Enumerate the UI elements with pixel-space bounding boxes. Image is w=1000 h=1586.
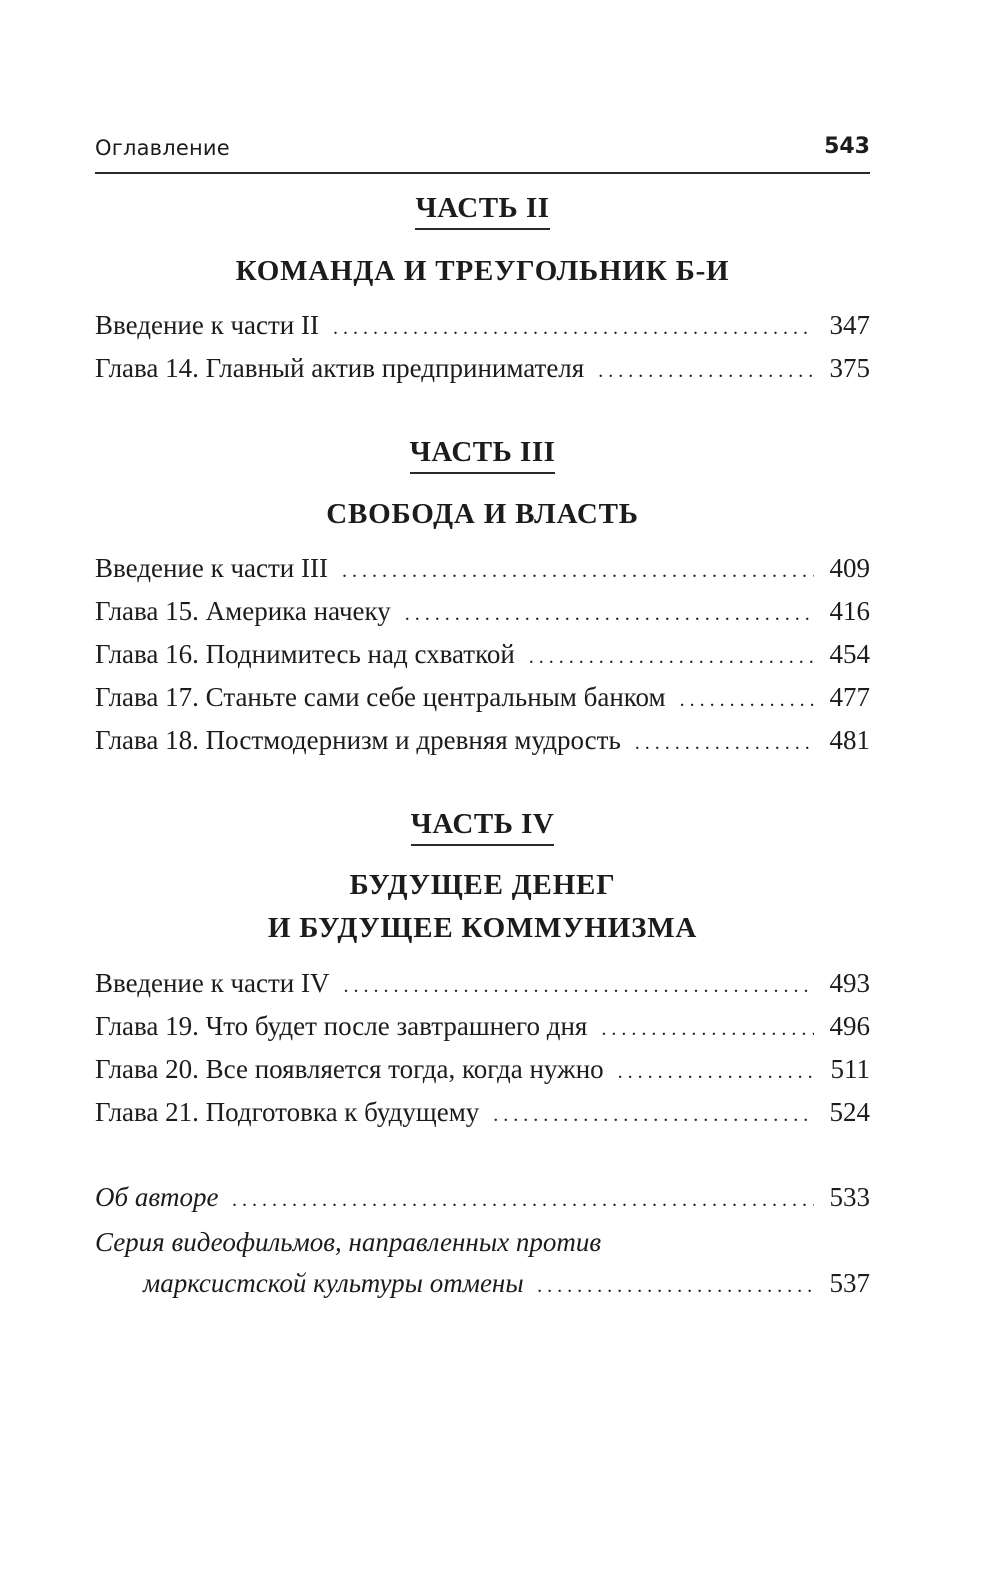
toc-page (95, 0, 875, 1586)
toc-entry[interactable] (95, 725, 870, 765)
leader-dots (529, 646, 814, 669)
entry-page: 409 (829, 553, 870, 583)
leader-dots (493, 1104, 814, 1127)
part-title-line: И БУДУЩЕЕ КОММУНИЗМА (267, 912, 698, 944)
part-title-line: БУДУЩЕЕ ДЕНЕГ (349, 869, 616, 901)
leader-dots (618, 1061, 814, 1084)
entry-label: Глава 21. Подготовка к будущему (95, 1097, 480, 1127)
entry-page: 524 (829, 1097, 870, 1127)
entry-page: 416 (829, 596, 870, 626)
entry-label: Введение к части II (95, 310, 319, 340)
entry-label: Введение к части IV (95, 968, 330, 998)
entry-label: Глава 16. Поднимитесь над схваткой (95, 639, 515, 669)
part-label: ЧАСТЬ III (410, 436, 556, 474)
part-label: ЧАСТЬ IV (411, 808, 555, 846)
toc-entry[interactable] (95, 1011, 870, 1051)
toc-entry[interactable] (95, 1097, 870, 1137)
leader-dots (601, 1018, 814, 1041)
entry-label: Глава 20. Все появляется тогда, когда нужно (95, 1054, 604, 1084)
toc-entry[interactable] (95, 639, 870, 679)
toc-entry-about-author[interactable] (95, 1182, 870, 1222)
leader-dots (405, 603, 814, 626)
running-title: Оглавление (95, 136, 230, 160)
entry-page: 493 (829, 968, 870, 998)
entry-page: 511 (830, 1054, 870, 1084)
leader-dots (635, 732, 814, 755)
part-heading-3 (95, 436, 870, 474)
leader-dots (680, 689, 814, 712)
part-title (95, 493, 870, 536)
toc-entry[interactable] (95, 553, 870, 593)
toc-entry[interactable] (95, 353, 870, 393)
entry-label-line1[interactable]: Серия видеофильмов, направленных против (95, 1227, 602, 1257)
entry-page: 533 (829, 1182, 870, 1212)
entry-label: Об авторе (95, 1182, 219, 1212)
entry-page: 481 (829, 725, 870, 755)
entry-label-line2: марксистской культуры отмены (143, 1268, 524, 1298)
running-header (95, 132, 870, 174)
entry-label: Глава 18. Постмодернизм и древняя мудрость (95, 725, 621, 755)
entry-label: Глава 17. Станьте сами себе центральным банком (95, 682, 666, 712)
toc-entry[interactable] (95, 1054, 870, 1094)
toc-entry[interactable] (95, 596, 870, 636)
entry-page: 477 (829, 682, 870, 712)
leader-dots (333, 317, 814, 340)
entry-label: Глава 14. Главный актив предпринимателя (95, 353, 585, 383)
leader-dots (343, 975, 814, 998)
leader-dots (598, 360, 814, 383)
part-title-line: СВОБОДА И ВЛАСТЬ (326, 498, 639, 530)
part-title (95, 250, 870, 293)
toc-entry[interactable] (95, 682, 870, 722)
entry-page: 496 (829, 1011, 870, 1041)
part-heading-4 (95, 808, 870, 846)
entry-label: Введение к части III (95, 553, 328, 583)
entry-label: Глава 15. Америка начеку (95, 596, 391, 626)
entry-label: Глава 19. Что будет после завтрашнего дня (95, 1011, 588, 1041)
part-title (95, 864, 870, 950)
leader-dots (538, 1275, 814, 1298)
part-heading-2 (95, 192, 870, 230)
toc-entry[interactable] (95, 310, 870, 350)
page-number: 543 (824, 134, 870, 159)
entry-page: 375 (829, 353, 870, 383)
toc-entry[interactable] (95, 968, 870, 1008)
toc-entry-video-series[interactable] (143, 1268, 870, 1308)
leader-dots (233, 1189, 814, 1212)
leader-dots (342, 560, 814, 583)
entry-page: 347 (829, 310, 870, 340)
part-label: ЧАСТЬ II (415, 192, 549, 230)
entry-page: 537 (829, 1268, 870, 1298)
entry-page: 454 (829, 639, 870, 669)
part-title-line: КОМАНДА И ТРЕУГОЛЬНИК Б-И (235, 255, 730, 287)
